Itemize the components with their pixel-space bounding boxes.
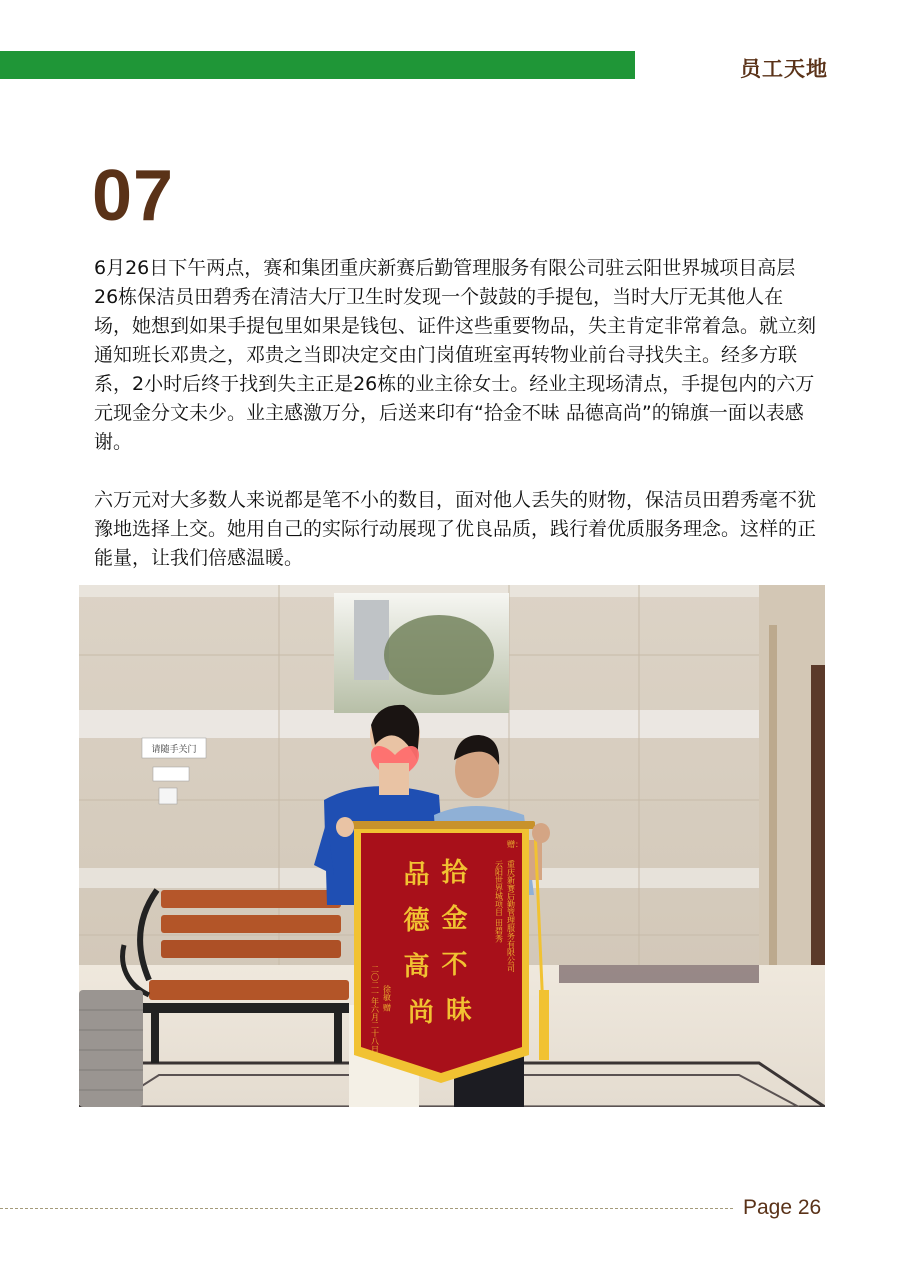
door-frame	[811, 665, 825, 995]
silk-banner	[347, 821, 549, 1083]
article-paragraph-1: 6月26日下午两点，赛和集团重庆新赛后勤管理服务有限公司驻云阳世界城项目高层26栋保洁员田碧秀在清洁大厅卫生时发现一个鼓鼓的手提包，当时大厅无其他人在场，她想到如果手提包里如果是钱包、证件这些重要物品，失主肯定非常着急。就立刻通知班长邓贵之，邓贵之当即决定交由门岗值班室再转物业前台寻找失主。经多方联系，2小时后终于找到失主正是26栋的业主徐女士。经业主现场清点，手提包内的六万元现金分文未少。业主感激万分，后送来印有“拾金不昧 品德高尚”的锦旗一面以表感谢。	[94, 257, 817, 453]
banner-char-1: 拾	[441, 858, 468, 888]
footer-dashed-rule	[0, 1208, 733, 1209]
hand-left	[336, 817, 354, 837]
wall-baseboard	[559, 965, 759, 983]
photo-illustration	[79, 585, 825, 1107]
banner-char-7: 高	[403, 952, 430, 982]
light-switch	[159, 788, 177, 804]
article-paragraph-2: 六万元对大多数人来说都是笔不小的数目，面对他人丢失的财物，保洁员田碧秀毫不犹豫地选择上交。她用自己的实际行动展现了优良品质，践行着优质服务理念。这样的正能量，让我们倍感温暖。	[94, 489, 817, 569]
article-photo	[79, 585, 825, 1107]
hand-right	[532, 823, 550, 843]
banner-char-2: 金	[441, 904, 468, 934]
article-body	[94, 254, 818, 602]
article-number: 07	[92, 156, 175, 236]
wall-sign-small	[153, 767, 189, 781]
wall-band	[79, 710, 769, 738]
banner-rod	[347, 821, 535, 829]
banner-recipient-line2: 云阳世界城项目 田碧秀	[494, 860, 504, 943]
column-trim	[769, 625, 777, 1015]
section-label: 员工天地	[740, 57, 828, 81]
banner-recipient-prefix: 赠：	[507, 840, 523, 849]
banner-char-6: 德	[403, 906, 430, 936]
banner-date-line: 二〇二一年六月二十八日	[370, 965, 380, 1053]
header-accent-bar	[0, 51, 635, 79]
banner-donor-line: 徐敏 赠	[382, 985, 392, 1012]
banner-tassel	[539, 990, 549, 1060]
banner-recipient-line1: 重庆新赛后勤管理服务有限公司	[506, 860, 516, 972]
wicker-bin	[79, 990, 143, 1107]
tree-outside	[384, 615, 494, 695]
banner-char-4: 昧	[445, 996, 473, 1026]
building-outside	[354, 600, 389, 680]
banner-char-3: 不	[441, 950, 468, 980]
banner-char-8: 尚	[407, 998, 435, 1028]
banner-char-5: 品	[403, 860, 430, 890]
wall-sign-text: 请随手关门	[151, 745, 197, 755]
page-number: Page 26	[743, 1196, 822, 1219]
